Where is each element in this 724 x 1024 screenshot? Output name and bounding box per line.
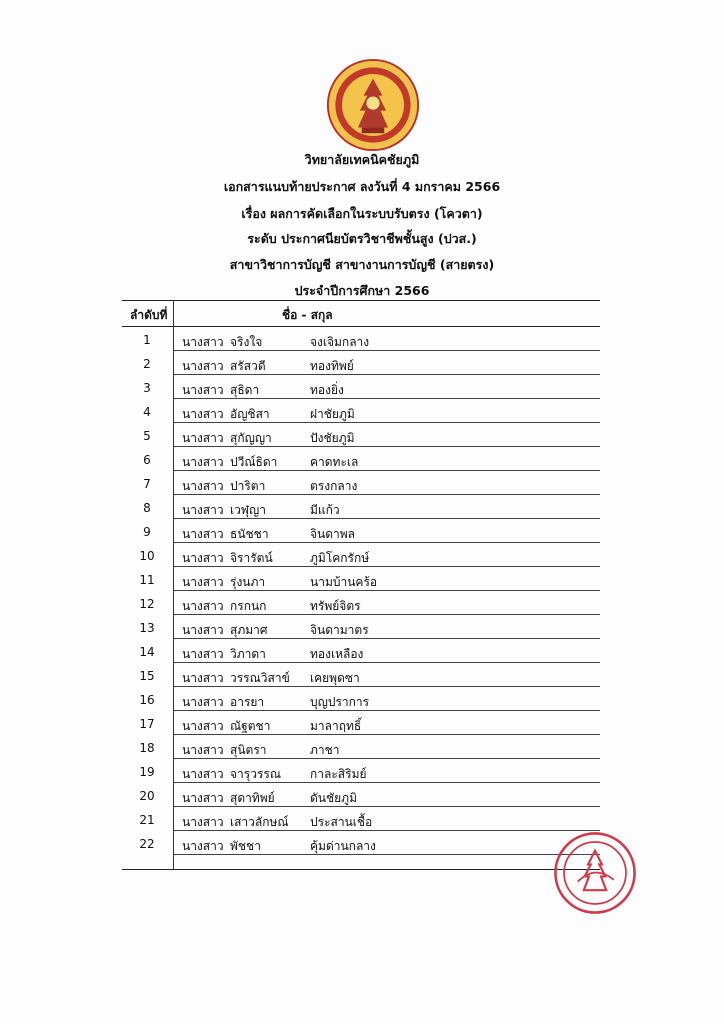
last-name: ตรงกลาง	[310, 479, 358, 493]
first-name: สุภมาศ	[230, 623, 268, 637]
results-table	[122, 300, 600, 855]
name-prefix: นางสาว	[182, 551, 224, 565]
row-number: 1	[143, 333, 151, 347]
academic-year-line: ประจำปีการศึกษา 2566	[294, 283, 430, 298]
last-name: นามบ้านคร้อ	[310, 575, 378, 589]
table-row	[122, 375, 600, 399]
first-name: จิรารัตน์	[230, 551, 273, 565]
first-name: สุดาทิพย์	[230, 791, 275, 805]
name-prefix: นางสาว	[182, 839, 224, 853]
first-name: วิภาดา	[230, 647, 266, 661]
first-name: วรรณวิสาข์	[230, 671, 290, 685]
column-header-number: ลำดับที่	[130, 308, 168, 322]
last-name: ดันชัยภูมิ	[310, 791, 357, 805]
row-number: 16	[139, 693, 155, 707]
name-prefix: นางสาว	[182, 575, 224, 589]
table-row	[122, 543, 600, 567]
table-row	[122, 423, 600, 447]
table-row	[122, 663, 600, 687]
row-number: 7	[143, 477, 151, 491]
last-name: เคยพุดซา	[310, 671, 360, 685]
table-row	[122, 783, 600, 807]
last-name: ทรัพย์จิตร	[310, 599, 361, 613]
column-divider	[173, 300, 174, 870]
first-name: เวฬุญา	[230, 503, 267, 517]
name-prefix: นางสาว	[182, 599, 224, 613]
table-row	[122, 711, 600, 735]
name-prefix: นางสาว	[182, 743, 224, 757]
row-number: 18	[139, 741, 155, 755]
table-header	[122, 300, 600, 327]
table-row	[122, 495, 600, 519]
name-prefix: นางสาว	[182, 815, 224, 829]
last-name: ทองยิ่ง	[310, 383, 344, 397]
table-row	[122, 567, 600, 591]
college-name: วิทยาลัยเทคนิคชัยภูมิ	[304, 152, 420, 167]
row-number: 22	[139, 837, 155, 851]
row-number: 11	[139, 573, 155, 587]
row-number: 3	[143, 381, 151, 395]
first-name: รุ่งนภา	[230, 575, 266, 589]
name-prefix: นางสาว	[182, 623, 224, 637]
last-name: ภาชา	[310, 743, 340, 757]
name-prefix: นางสาว	[182, 503, 224, 517]
first-name: อารยา	[230, 695, 265, 709]
row-number: 4	[143, 405, 151, 419]
last-name: มีแก้ว	[310, 503, 340, 517]
name-prefix: นางสาว	[182, 695, 224, 709]
name-prefix: นางสาว	[182, 767, 224, 781]
attachment-line: เอกสารแนบท้ายประกาศ ลงวันที่ 4 มกราคม 2566	[223, 179, 501, 194]
first-name: อัญชิสา	[230, 407, 270, 421]
first-name: สุกัญญา	[230, 431, 272, 445]
last-name: บุญปราการ	[310, 695, 370, 709]
last-name: มาลาฤทธิ์	[310, 719, 362, 733]
table-row	[122, 519, 600, 543]
name-prefix: นางสาว	[182, 647, 224, 661]
last-name: ประสานเชื้อ	[310, 815, 373, 829]
first-name: พัชชา	[230, 839, 261, 853]
name-prefix: นางสาว	[182, 431, 224, 445]
last-name: ปังชัยภูมิ	[310, 431, 355, 445]
last-name: จินดาพล	[310, 527, 356, 541]
last-name: กาละสิริมย์	[310, 767, 367, 781]
table-row	[122, 351, 600, 375]
last-name: จินดามาตร	[310, 623, 369, 637]
table-row	[122, 399, 600, 423]
level-line: ระดับ ประกาศนียบัตรวิชาชีพชั้นสูง (ปวส.)	[247, 231, 477, 246]
row-number: 19	[139, 765, 155, 779]
name-prefix: นางสาว	[182, 479, 224, 493]
table-row	[122, 735, 600, 759]
last-name: จงเจิมกลาง	[310, 335, 370, 349]
column-header-name: ชื่อ - สกุล	[282, 308, 333, 322]
row-number: 14	[139, 645, 155, 659]
major-line: สาขาวิชาการบัญชี สาขางานการบัญชี (สายตรง)	[229, 257, 495, 272]
row-number: 15	[139, 669, 155, 683]
row-number: 10	[139, 549, 155, 563]
first-name: สุนิตรา	[230, 743, 267, 757]
row-number: 9	[143, 525, 151, 539]
last-name: ทองทิพย์	[310, 359, 354, 373]
table-body	[122, 327, 600, 855]
first-name: ปวีณ์ธิดา	[230, 455, 278, 469]
table-row	[122, 615, 600, 639]
row-number: 13	[139, 621, 155, 635]
first-name: ปาริตา	[230, 479, 266, 493]
table-row	[122, 471, 600, 495]
row-number: 17	[139, 717, 155, 731]
first-name: กรกนก	[230, 599, 267, 613]
row-underline	[174, 854, 600, 855]
first-name: สุธิดา	[230, 383, 260, 397]
table-row	[122, 591, 600, 615]
row-number: 5	[143, 429, 151, 443]
name-prefix: นางสาว	[182, 791, 224, 805]
name-prefix: นางสาว	[182, 671, 224, 685]
table-row	[122, 807, 600, 831]
college-logo	[326, 58, 420, 152]
first-name: สรัสวดี	[230, 359, 266, 373]
name-prefix: นางสาว	[182, 383, 224, 397]
last-name: คุ้มด่านกลาง	[310, 839, 376, 853]
table-row	[122, 327, 600, 351]
last-name: ภูมิโคกรักษ์	[310, 551, 370, 565]
row-number: 20	[139, 789, 155, 803]
name-prefix: นางสาว	[182, 407, 224, 421]
last-name: คาดทะเล	[310, 455, 359, 469]
name-prefix: นางสาว	[182, 719, 224, 733]
subject-line: เรื่อง ผลการคัดเลือกในระบบรับตรง (โควตา)	[241, 206, 483, 221]
table-row	[122, 447, 600, 471]
name-prefix: นางสาว	[182, 455, 224, 469]
row-number: 2	[143, 357, 151, 371]
row-number: 8	[143, 501, 151, 515]
first-name: จริงใจ	[230, 335, 263, 349]
last-name: ฝาชัยภูมิ	[310, 407, 355, 421]
official-seal-stamp	[552, 830, 638, 916]
table-bottom-rule	[122, 869, 600, 870]
first-name: ณัฐตชา	[230, 719, 271, 733]
name-prefix: นางสาว	[182, 335, 224, 349]
first-name: ธนัชชา	[230, 527, 269, 541]
row-number: 21	[139, 813, 155, 827]
first-name: เสาวลักษณ์	[230, 815, 289, 829]
table-row	[122, 831, 600, 855]
table-row	[122, 759, 600, 783]
name-prefix: นางสาว	[182, 527, 224, 541]
first-name: จารุวรรณ	[230, 767, 281, 781]
last-name: ทองเหลือง	[310, 647, 364, 661]
table-row	[122, 639, 600, 663]
row-number: 12	[139, 597, 155, 611]
name-prefix: นางสาว	[182, 359, 224, 373]
table-row	[122, 687, 600, 711]
row-number: 6	[143, 453, 151, 467]
